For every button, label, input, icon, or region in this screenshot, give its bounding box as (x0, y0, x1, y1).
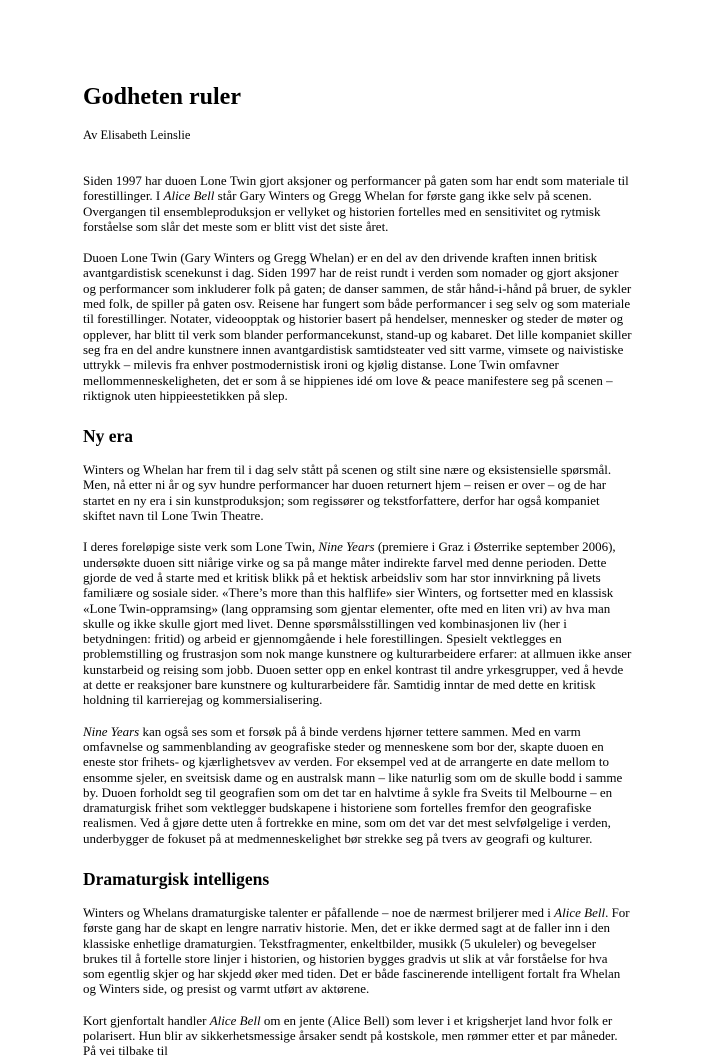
section-heading-dramaturgisk-intelligens: Dramaturgisk intelligens (83, 868, 270, 889)
paragraph-dramaturgisk-2: Kort gjenfortalt handler Alice Bell om en jente (Alice Bell) som lever i et krigsherjet land hvor folk er polarisert. Hun blir av sikkerhetsmessige årsaker sendt på kostskole, men rømmer etter et par måneder. På vei tilbake til (83, 1012, 618, 1059)
paragraph-ny-era-1: Winters og Whelan har frem til i dag selv stått på scenen og stilt sine nære og eksistensielle spørsmål. Men, nå etter ni år og syv hundre performancer har duoen returnert hjem – reisen er over – og de har startet en ny era i sin kunstproduksjon; som regissører og tekstforfattere, derfor har også kompaniet skiftet navn til Lone Twin Theatre. (83, 462, 612, 524)
section-heading-ny-era: Ny era (83, 426, 134, 447)
paragraph-ny-era-3: Nine Years kan også ses som et forsøk på å binde verdens hjørner tettere sammen. Med en varm omfavnelse og sammenblanding av geografiske steder og menneskene som bor der, skapte duoen en eneste stor frihets- og kjærlighetsvev av verden. For eksempel ved at de arrangerte en date mellom to ensomme sjeler, en sveitsisk dame og en australsk mann – like naturlig som om de skulle bodd i samme by. Duoen forholdt seg til geografien som om det tar en halvtime å sykle fra Sveits til Melbourne – en dramaturgisk frihet som vektlegger budskapene i historiene som fortelles fremfor den geografiske realismen. Ved å gjøre dette uten å fortrekke en mine, som om det var det mest selvfølgelige i verden, underbygger de fokuset på at medmenneskelighet bør strekke seg på tvers av geografi og kulturer. (83, 723, 623, 846)
paragraph-intro-2: Duoen Lone Twin (Gary Winters og Gregg Whelan) er en del av den drivende kraften innen britisk avantgardistisk scenekunst i dag. Siden 1997 har de reist rundt i verden som nomader og gjort aksjoner og performancer som inkluderer folk på gaten; de danser sammen, de står hånd-i-hånd på bruer, de sykler med folk, de spiller på gaten osv. Reisene har fungert som både performancer i seg selv og som materiale til forestillinger. Notater, videoopptak og historier basert på hendelser, mennesker og steder de møter og opplever, har blitt til verk som blander performancekunst, stand-up og kabaret. Det lille kompaniet skiller seg fra en del andre kunstnere innen avantgardistisk samtidsteater ved sitt varme, vimsete og naivistiske uttrykk – milevis fra enhver postmodernistisk ironi og kjølig distanse. Lone Twin omfavner mellommenneskeligheten, det er som å se hippienes idé om love & peace manifestere seg på scenen – riktignok uten hippieestetikken på slep. (83, 250, 632, 403)
paragraph-dramaturgisk-1: Winters og Whelans dramaturgiske talenter er påfallende – noe de nærmest briljerer med i Alice Bell. For første gang har de skapt en lengre narrativ historie. Men, det er ikke dermed sagt at de faller inn i den klassiske enhetlige dramaturgien. Tekstfragmenter, enkeltbilder, musikk (5 ukuleler) og bevegelser brukes til å fortelle store linjer i historien, og historien bygges gradvis ut slik at vår forståelse for hva som egentlig skjer og har skjedd øker med tiden. Det er både fascinerende intelligent fortalt fra Whelan og Winters side, og presist og varmt utført av aktørene. (83, 904, 630, 997)
byline: Av Elisabeth Leinslie (83, 128, 191, 142)
paragraph-intro-1: Siden 1997 har duoen Lone Twin gjort aksjoner og performancer på gaten som har endt som materiale til forestillinger. I Alice Bell står Gary Winters og Gregg Whelan for første gang ikke selv på scenen. Overgangen til ensembleproduksjon er vellyket og historien fortelles med en sensitivitet og rytmisk forståelse som slår det meste som er blitt vist det siste året. (83, 173, 629, 234)
paragraph-ny-era-2: I deres foreløpige siste verk som Lone Twin, Nine Years (premiere i Graz i Østerrike september 2006), undersøkte duoen sitt niårige virke og sa på mange måter indirekte farvel med denne perioden. Dette gjorde de ved å starte med et kritisk blikk på et hektisk arbeidsliv som har stor innvirkning på livets familiære og sosiale sider. «There’s more than this halflife» sier Winters, og fortsetter med en klassisk «Lone Twin-oppramsing» (lang oppramsing som gjentar elementer, ofte med en liten vri) av hva man skulle og ikke skulle gjort med livet. Denne spørsmålsstillingen ved kombinasjonen liv (her i betydningen: fritid) og arbeid er gjennomgående i hele forestillingen. Spesielt vektlegges en problemstilling og frustrasjon som nok mange kunstnere og kulturarbeidere erfarer: at allmuen ikke anser kunstarbeid og reising som jobb. Duoen setter opp en enkel kontrast til andre yrkesgrupper, ved å hevde at dette er reaksjoner bare kunstnere og kulturarbeidere får. Samtidig inntar de med dette en kritisk holdning til karrierejag og kommersialisering. (83, 539, 632, 708)
document-title: Godheten ruler (83, 84, 241, 110)
